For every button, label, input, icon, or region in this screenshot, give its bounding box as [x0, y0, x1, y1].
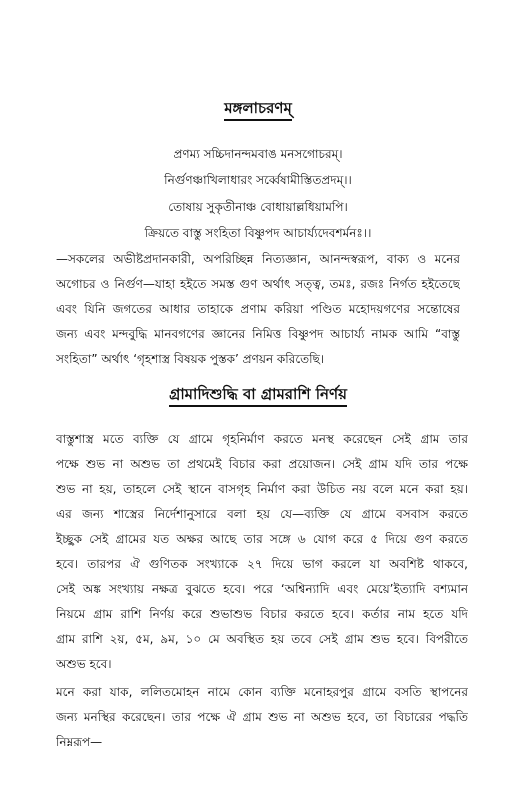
paragraph-line: এর জন্য শাস্ত্রের নির্দেশানুসারে বলা হয় যে—ব্যক্তি যে গ্রামে বসবাস করতে — [56, 507, 468, 521]
paragraph-line: জন্য এবং মন্দবুদ্ধি মানবগণের জ্ঞানের নিমিত্ত বিষ্ণুপদ আচার্য্য নামক আমি “বাস্তু — [56, 327, 460, 341]
section-heading-wrap — [0, 384, 516, 407]
paragraph-line: এবং যিনি জগতের আধার তাহাকে প্রণাম করিয়া পণ্ডিত মহোদয়গণের সন্তোষের — [56, 302, 460, 316]
paragraph-line: পক্ষে শুভ না অশুভ তা প্রথমেই বিচার করা প্রয়োজন। সেই গ্রাম যদি তার পক্ষে — [56, 457, 468, 471]
sanskrit-verse-line: ক্রিয়তে বাস্তু সংহিতা বিষ্ণুপদ আচার্য্যদেবশর্মনঃ।। — [144, 226, 372, 240]
paragraph-line: নিম্নরূপ— — [56, 735, 103, 749]
paragraph-line: অগোচর ও নির্গুণ—যাহা হইতে সমস্ত গুণ অর্থাৎ সত্ত্ব, তমঃ, রজঃ নির্গত হইতেছে — [56, 277, 460, 291]
paragraph-line: অশুভ হবে। — [56, 657, 112, 671]
heading-gram-rashi: গ্রামাদিশুদ্ধি বা গ্রামরাশি নির্ণয় — [169, 385, 347, 407]
heading-mangalacharan: মঙ্গলাচরণম্ — [224, 99, 292, 121]
paragraph-line: সেই অঙ্ক সংখ্যায় নক্ষত্র বুঝতে হবে। পরে ‘অশ্বিন্যাদি এবং মেয়ে’ইত্যাদি বশ্যমান — [56, 582, 468, 596]
sanskrit-verse-line: প্রণম্য সচ্চিদানন্দমবাঙ মনসগোচরম্। — [173, 147, 343, 161]
paragraph-line: —সকলের অভীষ্টপ্রদানকারী, অপরিচ্ছিন্ন নিত্যজ্ঞান, আনন্দস্বরূপ, বাক্য ও মনের — [56, 252, 460, 266]
paragraph-line: মনে করা যাক, ললিতমোহন নামে কোন ব্যক্তি মনোহরপুর গ্রামে বসতি স্থাপনের — [56, 685, 468, 699]
paragraph-line: শুভ না হয়, তাহলে সেই স্থানে বাসগৃহ নির্মাণ করা উচিত নয় বলে মনে করা হয়। — [56, 482, 468, 496]
section-heading-wrap — [0, 98, 516, 121]
paragraph-line: জন্য মনস্থির করেছেন। তার পক্ষে ঐ গ্রাম শুভ না অশুভ হবে, তা বিচারের পদ্ধতি — [56, 710, 468, 724]
paragraph-line: নিয়মে গ্রাম রাশি নির্ণয় করে শুভাশুভ বিচার করতে হবে। কর্তার নাম হতে যদি — [56, 607, 468, 621]
paragraph-line: সংহিতা” অর্থাৎ ‘গৃহশাস্ত্র বিষয়ক পুস্তক’ প্রণয়ন করিতেছি। — [56, 352, 325, 366]
paragraph-line: ইচ্ছুক সেই গ্রামের যত অক্ষর আছে তার সঙ্গে ৬ যোগ করে ৫ দিয়ে গুণ করতে — [56, 532, 468, 546]
paragraph-line: বাস্তুশাস্ত্র মতে ব্যক্তি যে গ্রামে গৃহনির্মাণ করতে মনস্থ করেছেন সেই গ্রাম তার — [56, 432, 468, 446]
sanskrit-verse-line: তোষায় সুকৃতীনাঞ্চ বোধায়াল্লধিয়ামপি। — [168, 200, 348, 214]
sanskrit-verse-line: নির্গুণঞ্চাখিলাধারং সর্ব্বেষামীস্তিতপ্রদম্।। — [164, 173, 352, 187]
paragraph-line: গ্রাম রাশি ২য়, ৫ম, ৯ম, ১০ মে অবস্থিত হয় তবে সেই গ্রাম শুভ হবে। বিপরীতে — [56, 632, 468, 646]
paragraph-line: হবে। তারপর ঐ গুণিতক সংখ্যাকে ২৭ দিয়ে ভাগ করলে যা অবশিষ্ট থাকবে, — [56, 557, 468, 571]
